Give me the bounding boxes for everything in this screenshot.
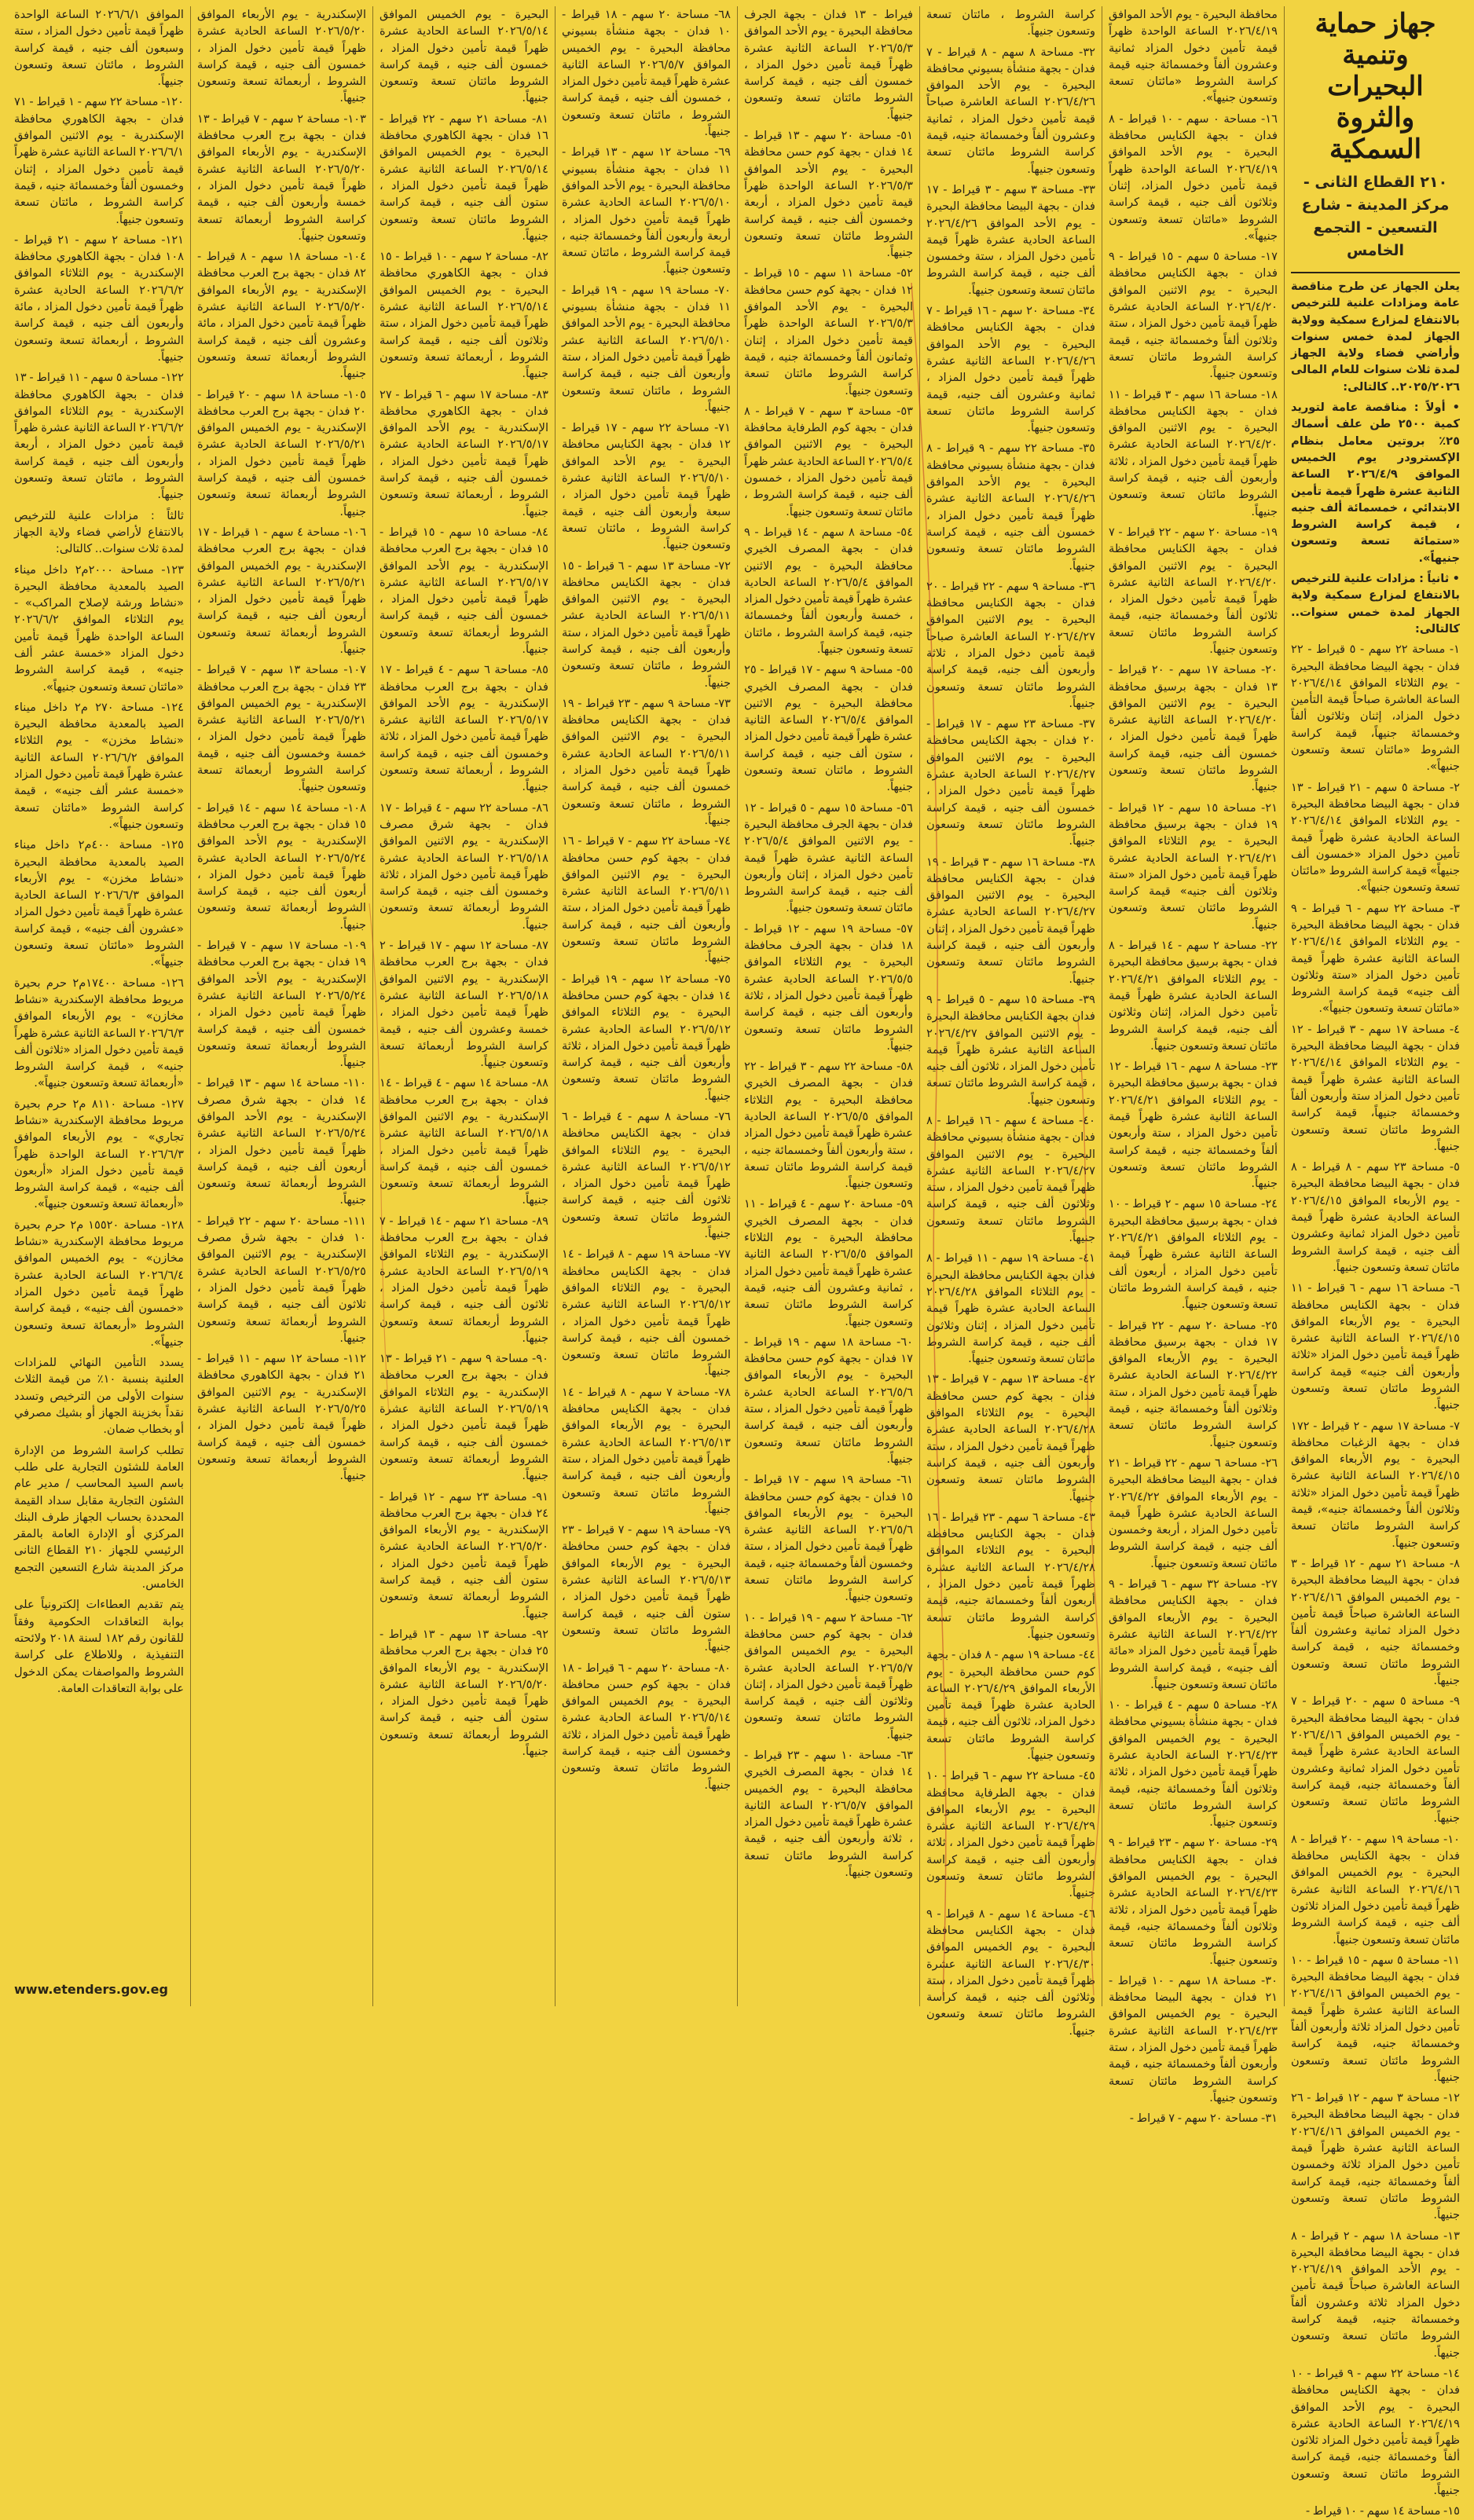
notice-paragraph: ١٠٤- مساحة ١٨ سهم - ٨ قيراط - ٨٢ فدان - بجهة برج العرب محافظة الإسكندرية - يوم الأربعاء الموافق ٢٠٢٦/٥/٢٠ الساعة الثانية عشرة ظهراً قيمة تأمين دخول المزاد ، مائة وعشرون ألف جنيه ، قيمة كراسة الشروط أربعمائة تسعة وتسعون جنيهاً. bbox=[197, 250, 366, 381]
notice-paragraph: ١١١- مساحة ٢٠ سهم - ٢٢ قيراط - ١٠ فدان - بجهة شرق مصرف الإسكندرية - يوم الاثنين الموافق ٢٠٢٦/٥/٢٥ الساعة الحادية عشرة ظهراً قيمة تأمين دخول المزاد ، ثلاثون ألف جنيه ، قيمة كراسة الشروط أربعمائة تسعة وتسعون جنيهاً. bbox=[197, 1214, 366, 1345]
notice-paragraph: ٥٤- مساحة ٨ سهم - ١٤ قيراط - ٩ فدان - بجهة المصرف الخيري محافظة البحيرة - يوم الاثنين الموافق ٢٠٢٦/٥/٤ الساعة الحادية عشرة ظهراً قيمة تأمين دخول المزاد ، خمسة وأربعون ألفاً وخمسمائة جنيه، قيمة كراسة الشروط ، مائتان تسعة وتسعون جنيهاً. bbox=[744, 525, 913, 656]
notice-paragraph: ٤٤- مساحة ١٩ سهم - ٨ فدان - بجهة كوم حسن محافظة البحيرة - يوم الأربعاء الموافق ٢٠٢٦/٤/٢٩ الساعة الحادية عشرة ظهراً قيمة تأمين دخول المزاد، ثلاثون ألف جنيه ، قيمة كراسة الشروط مائتان تسعة وتسعون جنيهاً. bbox=[926, 1648, 1095, 1762]
notice-paragraph: ٥٣- مساحة ٣ سهم - ٧ قيراط - ٨ فدان - بجهة كوم الطرفاية محافظة البحيرة - يوم الاثنين الموافق ٢٠٢٦/٥/٤ الساعة الحادية عشر ظهراً قيمة تأمين دخول المزاد ، خمسون ألف جنيه ، قيمة كراسة الشروط ، مائتان تسعة وتسعون جنيهاً. bbox=[744, 404, 913, 518]
notice-paragraph: ٧٤- مساحة ٢٢ سهم - ٧ قيراط - ١٦ فدان - بجهة كوم حسن محافظة البحيرة - يوم الاثنين الموافق ٢٠٢٦/٥/١١ الساعة الثانية عشرة ظهراً قيمة تأمين دخول المزاد ، ستة وأربعون ألف جنيه ، قيمة كراسة الشروط مائتان تسعة وتسعون جنيهاً. bbox=[562, 834, 731, 965]
notice-paragraph: ١٠٩- مساحة ١٧ سهم - ٧ قيراط - ١٩ فدان - بجهة برج العرب محافظة الإسكندرية - يوم الأحد الموافق ٢٠٢٦/٥/٢٤ الساعة الثانية عشرة ظهراً قيمة تأمين دخول المزاد ، خمسون ألف جنيه ، قيمة كراسة الشروط أربعمائة تسعة وتسعون جنيهاً. bbox=[197, 939, 366, 1070]
notice-paragraph: ١٥- مساحة ١٤ سهم - ١٠ قيراط - bbox=[1305, 2504, 1460, 2518]
notice-paragraph: ١٢٦- مساحة ١٧٤٠٠م٢ حرم بحيرة مريوط محافظة الإسكندرية «نشاط مخازن» - يوم الأربعاء الموافق ٢٠٢٦/٦/٣ الساعة الثانية عشرة ظهراً قيمة تأمين دخول المزاد «ثلاثون ألف جنيه» ، قيمة كراسة الشروط «أربعمائة تسعة وتسعون جنيهاً». bbox=[14, 976, 184, 1090]
column-8 bbox=[8, 6, 190, 2006]
notice-paragraph: ٣٥- مساحة ٢٢ سهم - ٩ قيراط - ٨ فدان - بجهة منشأة بسيوني محافظة البحيرة - يوم الأحد الموافق ٢٠٢٦/٤/٢٦ الساعة الثانية عشرة ظهراً قيمة تأمين دخول المزاد ، خمسون ألف جنيه ، قيمة كراسة الشروط مائتان تسعة وتسعون جنيهاً. bbox=[926, 441, 1095, 573]
notice-paragraph: ٧٦- مساحة ٨ سهم - ٤ قيراط - ٦ فدان - بجهة الكنايس محافظة البحيرة - يوم الثلاثاء الموافق ٢٠٢٦/٥/١٢ الساعة الثانية عشرة ظهراً قيمة تأمين دخول المزاد ، ثلاثون ألف جنيه ، قيمة كراسة الشروط مائتان تسعة وتسعون جنيهاً. bbox=[562, 1110, 731, 1241]
column-body bbox=[562, 6, 731, 1793]
notice-header bbox=[1291, 8, 1460, 273]
notice-paragraph: ٦٣- مساحة ١٠ سهم - ٢٣ قيراط - ١٤ فدان - بجهة المصرف الخيري محافظة البحيرة - يوم الخميس الموافق ٢٠٢٦/٥/٧ الساعة الثانية عشرة ظهراً قيمة تأمين دخول المزاد ، ثلاثة وأربعون ألف جنيه ، قيمة كراسة الشروط مائتان تسعة وتسعون جنيهاً. bbox=[744, 1748, 914, 1880]
notice-paragraph: ٨٠- مساحة ٢٠ سهم - ٦ قيراط - ١٨ فدان - بجهة كوم حسن محافظة البحيرة - يوم الخميس الموافق ٢٠٢٦/٥/١٤ الساعة الحادية عشرة ظهراً قيمة تأمين دخول المزاد ، ثلاثة وخمسون ألف جنيه ، قيمة كراسة الشروط مائتان تسعة وتسعون جنيهاً. bbox=[562, 1661, 731, 1792]
notice-paragraph: ٦٠- مساحة ١٨ سهم - ١٩ قيراط - ١٧ فدان - بجهة كوم حسن محافظة البحيرة - يوم الأربعاء الموافق ٢٠٢٦/٥/٦ الساعة الحادية عشرة ظهراً قيمة تأمين دخول المزاد ، ستة وأربعون ألف جنيه ، قيمة كراسة الشروط مائتان تسعة وتسعون جنيهاً. bbox=[744, 1335, 913, 1466]
column-body bbox=[1291, 278, 1460, 2520]
notice-paragraph: ١٩- مساحة ٢٠ سهم - ٢٢ قيراط - ٧ فدان - بجهة الكنايس محافظة البحيرة - يوم الاثنين الموافق ٢٠٢٦/٤/٢٠ الساعة الثانية عشرة ظهراً قيمة تأمين دخول المزاد ، ثلاثون ألفاً وخمسمائة جنيه، قيمة كراسة الشروط مائتان تسعة وتسعون جنيهاً. bbox=[1109, 525, 1278, 656]
column-3 bbox=[919, 6, 1102, 2038]
authority-title: جهاز حماية وتنمية البحيرات والثروة السمكية bbox=[1314, 8, 1436, 165]
notice-paragraph: تطلب كراسة الشروط من الإدارة العامة للشئون التجارية على طلب باسم السيد المحاسب / مدير عام الشئون التجارية مقابل سداد القيمة المحددة بحساب الجهاز طرف البنك المركزي أو الإدارة العامة بالمقر الرئيسي للجهاز ٢١٠ القطاع الثانى مركز المدينة شارع التسعين التجمع الخامس. bbox=[14, 1443, 184, 1591]
notice-paragraph: ١٤- مساحة ٢٢ سهم - ٩ قيراط - ١٠ فدان - بجهة الكنايس محافظة البحيرة - يوم الأحد الموافق ٢٠٢٦/٤/١٩ الساعة الحادية عشرة ظهراً قيمة تأمين دخول المزاد ثلاثون ألفاً وخمسمائة جنيه، قيمة كراسة الشروط مائتان تسعة وتسعون جنيهاً. bbox=[1291, 2366, 1460, 2497]
notice-paragraph: ٢٨- مساحة ٥ سهم - ٤ قيراط - ١٠ فدان - بجهة منشأة بسيوني محافظة البحيرة - يوم الخميس الموافق ٢٠٢٦/٤/٢٣ الساعة الحادية عشرة ظهراً قيمة تأمين دخول المزاد ، ثلاثة وثلاثون ألفاً وخمسمائة جنيه، قيمة كراسة الشروط مائتان تسعة وتسعون جنيهاً. bbox=[1109, 1698, 1278, 1830]
notice-paragraph: ٣٩- مساحة ١٥ سهم - ٥ قيراط - ٩ فدان بجهة الكنايس محافظة البحيرة - يوم الاثنين الموافق ٢٠٢٦/٤/٢٧ الساعة الثانية عشرة ظهراً قيمة تأمين دخول المزاد ، ثلاثون ألف جنيه ، قيمة كراسة الشروط مائتان تسعة وتسعون جنيهاً. bbox=[926, 992, 1095, 1107]
notice-paragraph: ٧٨- مساحة ٧ سهم - ٨ قيراط - ١٤ فدان - بجهة الكنايس محافظة البحيرة - يوم الأربعاء الموافق ٢٠٢٦/٥/١٣ الساعة الحادية عشرة ظهراً قيمة تأمين دخول المزاد ، ستة وأربعون ألف جنيه ، قيمة كراسة الشروط مائتان تسعة وتسعون جنيهاً. bbox=[562, 1385, 731, 1516]
notice-paragraph: ٢٤- مساحة ١٥ سهم - ٢ قيراط - ١٠ فدان - بجهة برسيق محافظة البحيرة - يوم الثلاثاء الموافق ٢٠٢٦/٤/٢١ الساعة الثانية عشرة ظهراً قيمة تأمين دخول المزاد ، أربعون ألف جنيه ، قيمة كراسة الشروط مائتان تسعة وتسعون جنيهاً. bbox=[1109, 1197, 1278, 1312]
notice-paragraph: ٨١- مساحة ٢١ سهم - ٢٢ قيراط - ١٦ فدان - بجهة الكاهوري محافظة البحيرة - يوم الخميس الموافق ٢٠٢٦/٥/١٤ الساعة الثانية عشرة ظهراً قيمة تأمين دخول المزاد ، ستون ألف جنيه ، قيمة كراسة الشروط مائتان تسعة وتسعون جنيهاً. bbox=[380, 112, 548, 243]
notice-paragraph: ١٠- مساحة ١٩ سهم - ٢٠ قيراط - ٨ فدان - بجهة الكنايس محافظة البحيرة - يوم الخميس الموافق ٢٠٢٦/٤/١٦ الساعة الثانية عشرة ظهراً قيمة تأمين دخول المزاد ثلاثون ألف جنيه ، قيمة كراسة الشروط مائتان تسعة وتسعون جنيهاً. bbox=[1291, 1832, 1460, 1947]
notice-paragraph: ٤٣- مساحة ٦ سهم - ٢٣ قيراط - ١٦ فدان - بجهة الكنايس محافظة البحيرة - يوم الثلاثاء الموافق ٢٠٢٦/٤/٢٨ الساعة الثانية عشرة ظهراً قيمة تأمين دخول المزاد ، أربعون ألفاً وخمسمائة جنيه، قيمة كراسة الشروط مائتان تسعة وتسعون جنيهاً. bbox=[926, 1510, 1095, 1641]
notice-paragraph: ٧٣- مساحة ٩ سهم - ٢٣ قيراط - ١٩ فدان - بجهة الكنايس محافظة البحيرة - يوم الاثنين الموافق ٢٠٢٦/٥/١١ الساعة الحادية عشرة ظهراً قيمة تأمين دخول المزاد ، خمسون ألف جنيه ، قيمة كراسة الشروط ، مائتان تسعة وتسعون جنيهاً. bbox=[562, 696, 731, 827]
notice-paragraph: ٥٩- مساحة ٢٠ سهم - ٤ قيراط - ١١ فدان - بجهة المصرف الخيري محافظة البحيرة - يوم الثلاثاء الموافق ٢٠٢٦/٥/٥ الساعة الثانية عشرة ظهراً قيمة تأمين دخول المزاد ، ثمانية وعشرون ألف جنيه، قيمة كراسة الشروط مائتان تسعة وتسعون جنيهاً. bbox=[744, 1197, 914, 1328]
column-5 bbox=[555, 6, 737, 2006]
notice-paragraph: ١٠٣- مساحة ٢ سهم - ٧ قيراط - ١٣ فدان - بجهة برج العرب محافظة الإسكندرية - يوم الأربعاء الموافق ٢٠٢٦/٥/٢٠ الساعة الثانية عشرة ظهراً قيمة تأمين دخول المزاد ، خمسة وأربعون ألف جنيه ، قيمة كراسة الشروط أربعمائة تسعة وتسعون جنيهاً. bbox=[197, 112, 366, 243]
notice-paragraph: ١١- مساحة ٥ سهم - ١٥ قيراط - ١٠ فدان - بجهة البيضا محافظة البحيرة - يوم الخميس الموافق ٢٠٢٦/٤/١٦ الساعة الثانية عشرة ظهراً قيمة تأمين دخول المزاد ثلاثة وأربعون ألفاً وخمسمائة جنيه، قيمة كراسة الشروط مائتان تسعة وتسعون جنيهاً. bbox=[1291, 1953, 1460, 2084]
column-body bbox=[380, 6, 548, 1760]
notice-paragraph: ٢٠- مساحة ١٧ سهم - ٢٠ قيراط - ١٣ فدان - بجهة برسيق محافظة البحيرة - يوم الاثنين الموافق ٢٠٢٦/٤/٢٠ الساعة الثانية عشرة ظهراً قيمة تأمين دخول المزاد ، خمسون ألف جنيه، قيمة كراسة الشروط مائتان تسعة وتسعون جنيهاً. bbox=[1109, 663, 1278, 794]
notice-paragraph: ٨٩- مساحة ٢١ سهم - ١٤ قيراط - ٧ فدان - بجهة برج العرب محافظة الإسكندرية - يوم الثلاثاء الموافق ٢٠٢٦/٥/١٩ الساعة الحادية عشرة ظهراً قيمة تأمين دخول المزاد ، ثلاثون ألف جنيه ، قيمة كراسة الشروط أربعمائة تسعة وتسعون جنيهاً. bbox=[380, 1214, 548, 1345]
notice-paragraph: ٧- مساحة ١٧ سهم - ٢ قيراط - ١٧٢ فدان - بجهة الزغبات محافظة البحيرة - يوم الأربعاء الموافق ٢٠٢٦/٤/١٥ الساعة الثانية عشرة ظهراً قيمة تأمين دخول المزاد «ثلاثة وثلاثون ألفاً وخمسمائة جنيه»، قيمة كراسة الشروط مائتان تسعة وتسعون جنيهاً. bbox=[1291, 1419, 1460, 1550]
notice-paragraph: ٢١- مساحة ١٥ سهم - ١٢ قيراط - ١٩ فدان - بجهة برسيق محافظة البحيرة - يوم الثلاثاء الموافق ٢٠٢٦/٤/٢١ الساعة الحادية عشرة ظهراً قيمة تأمين دخول المزاد «ستة وثلاثون ألف جنيه» قيمة كراسة الشروط مائتان تسعة وتسعون جنيهاً. bbox=[1109, 800, 1278, 932]
notice-paragraph: ١٣- مساحة ١٨ سهم - ٢ قيراط - ٨ فدان - بجهة البيضا محافظة البحيرة - يوم الأحد الموافق ٢٠٢٦/٤/١٩ الساعة العاشرة صباحاً قيمة تأمين دخول المزاد ثلاثة وعشرون ألفاً وخمسمائة جنيه، قيمة كراسة الشروط مائتان تسعة وتسعون جنيهاً. bbox=[1291, 2229, 1460, 2360]
notice-paragraph: ٤٠- مساحة ٤ سهم - ١٦ قيراط - ٨ فدان - بجهة منشأة بسيوني محافظة البحيرة - يوم الاثنين الموافق ٢٠٢٦/٤/٢٧ الساعة الثانية عشرة ظهراً قيمة تأمين دخول المزاد ، ستة وثلاثون ألف جنيه ، قيمة كراسة الشروط مائتان تسعة وتسعون جنيهاً. bbox=[926, 1114, 1095, 1245]
notice-paragraph: الإسكندرية - يوم الأربعاء الموافق ٢٠٢٦/٥/٢٠ الساعة الحادية عشرة ظهراً قيمة تأمين دخول المزاد ، خمسون ألف جنيه ، قيمة كراسة الشروط ، أربعمائة تسعة وتسعون جنيهاً. bbox=[197, 8, 366, 105]
notice-paragraph: ٩٢- مساحة ١٣ سهم - ١٣ قيراط - ٢٥ فدان - بجهة برج العرب محافظة الإسكندرية - يوم الأربعاء الموافق ٢٠٢٦/٥/٢٠ الساعة الثانية عشرة ظهراً قيمة تأمين دخول المزاد ، ستون ألف جنيه ، قيمة كراسة الشروط أربعمائة تسعة وتسعون جنيهاً. bbox=[380, 1627, 548, 1758]
notice-paragraph: ٨- مساحة ٢١ سهم - ١٢ قيراط - ٣ فدان - بجهة البيضا محافظة البحيرة - يوم الخميس الموافق ٢٠٢٦/٤/١٦ الساعة العاشرة صباحاً قيمة تأمين دخول المزاد ثمانية وعشرون ألفاً وخمسمائة جنيه ، قيمة كراسة الشروط مائتان تسعة وتسعون جنيهاً. bbox=[1291, 1556, 1460, 1688]
notice-paragraph: ٣٢- مساحة ٨ سهم - ٨ قيراط - ٧ فدان - بجهة منشأة بسيوني محافظة البحيرة - يوم الأحد الموافق ٢٠٢٦/٤/٢٦ الساعة العاشرة صباحاً قيمة تأمين دخول المزاد ، ثمانية وعشرون ألفاً وخمسمائة جنيه، قيمة كراسة الشروط مائتان تسعة وتسعون جنيهاً. bbox=[926, 45, 1095, 176]
notice-paragraph: ٢- مساحة ٥ سهم - ٢١ قيراط - ١٣ فدان - بجهة البيضا محافظة البحيرة - يوم الثلاثاء الموافق ٢٠٢٦/٤/١٤ الساعة الحادية عشرة ظهراً قيمة تأمين دخول المزاد «خمسون ألف جنيهاً» قيمة كراسة الشروط «مائتان تسعة وتسعون جنيهاً». bbox=[1291, 780, 1460, 895]
notice-paragraph: يتم تقديم العطاءات إلكترونياً على بوابة التعاقدات الحكومية وفقاً للقانون رقم ١٨٢ لسنة ٢٠١٨ ولائحته التنفيذية ، وللاطلاع على كراسة الشروط والمواصفات يمكن الدخول على بوابة التعاقدات العامة. bbox=[14, 1598, 184, 1695]
notice-paragraph: ١١٢- مساحة ١٢ سهم - ١١ قيراط - ٢١ فدان - بجهة الكاهوري محافظة الإسكندرية - يوم الاثنين الموافق ٢٠٢٦/٥/٢٥ الساعة الثانية عشرة ظهراً قيمة تأمين دخول المزاد ، خمسون ألف جنيه ، قيمة كراسة الشروط أربعمائة تسعة وتسعون جنيهاً. bbox=[197, 1352, 366, 1483]
notice-paragraph: ٣٧- مساحة ٢٣ سهم - ١٧ قيراط - ٢٠ فدان - بجهة الكنايس محافظة البحيرة - يوم الاثنين الموافق ٢٠٢٦/٤/٢٧ الساعة الحادية عشرة ظهراً قيمة تأمين دخول المزاد ، خمسون ألف جنيه ، قيمة كراسة الشروط مائتان تسعة وتسعون جنيهاً. bbox=[926, 717, 1095, 848]
notice-paragraph: ٣٦- مساحة ٩ سهم - ٢٢ قيراط - ٢٠ فدان - بجهة الكنايس محافظة البحيرة - يوم الاثنين الموافق ٢٠٢٦/٤/٢٧ الساعة العاشرة صباحاً قيمة تأمين دخول المزاد ، ثلاثة وأربعون ألف جنيه، قيمة كراسة الشروط مائتان تسعة وتسعون جنيهاً. bbox=[926, 579, 1095, 710]
notice-paragraph: محافظة البحيرة - يوم الأحد الموافق ٢٠٢٦/٤/١٩ الساعة الواحدة ظهراً قيمة تأمين دخول المزاد ثمانية وعشرون ألفاً وخمسمائة جنيه قيمة كراسة الشروط «مائتان تسعة وتسعون جنيهاً». bbox=[1109, 8, 1278, 105]
column-2 bbox=[1102, 6, 1284, 2126]
notice-paragraph: ٣٠- مساحة ١٨ سهم - ١٠ قيراط - ٢١ فدان - بجهة البيضا محافظة البحيرة - يوم الخميس الموافق ٢٠٢٦/٤/٢٣ الساعة الثانية عشرة ظهراً قيمة تأمين دخول المزاد ، ستة وأربعون ألفاً وخمسمائة جنيه ، قيمة كراسة الشروط مائتان تسعة وتسعون جنيهاً. bbox=[1109, 1973, 1278, 2104]
notice-paragraph: ٣٨- مساحة ١٦ سهم - ٣ قيراط - ١٩ فدان - بجهة الكنايس محافظة البحيرة - يوم الاثنين الموافق ٢٠٢٦/٤/٢٧ الساعة الحادية عشرة ظهراً قيمة تأمين دخول المزاد ، إثنان وأربعون ألف جنيه ، قيمة كراسة الشروط مائتان تسعة وتسعون جنيهاً. bbox=[926, 855, 1095, 986]
notice-paragraph: ١٢- مساحة ٣ سهم - ١٢ قيراط - ٢٦ فدان - بجهة البيضا محافظة البحيرة - يوم الخميس الموافق ٢٠٢٦/٤/١٦ الساعة الثانية عشرة ظهراً قيمة تأمين دخول المزاد ثلاثة وخمسون ألفاً وخمسمائة جنيه، قيمة كراسة الشروط مائتان تسعة وتسعون جنيهاً. bbox=[1291, 2091, 1460, 2222]
notice-paragraph: ١١٠- مساحة ١٤ سهم - ١٣ قيراط - ١٤ فدان - بجهة شرق مصرف الإسكندرية - يوم الأحد الموافق ٢٠٢٦/٥/٢٤ الساعة الثانية عشرة ظهراً قيمة تأمين دخول المزاد ، أربعون ألف جنيه ، قيمة كراسة الشروط أربعمائة تسعة وتسعون جنيهاً. bbox=[197, 1076, 366, 1207]
notice-paragraph: ٦٢- مساحة ٢ سهم - ١٩ قيراط - ١٠ فدان - بجهة كوم حسن محافظة البحيرة - يوم الخميس الموافق ٢٠٢٦/٥/٧ الساعة الحادية عشرة ظهراً قيمة تأمين دخول المزاد ، إثنان وثلاثون ألف جنيه ، قيمة كراسة الشروط مائتان تسعة وتسعون جنيهاً. bbox=[744, 1610, 913, 1742]
notice-paragraph: ١٢٣- مساحة ٢٠٠٠م٢ داخل ميناء الصيد بالمعدية محافظة البحيرة «نشاط ورشة لإصلاح المراكب» - يوم الثلاثاء الموافق ٢٠٢٦/٦/٢ الساعة الواحدة ظهراً قيمة تأمين دخول المزاد «خمسة عشر ألف جنيه» ، قيمة كراسة الشروط «مائتان تسعة وتسعون جنيهاً». bbox=[14, 562, 184, 694]
notice-paragraph: ٤٦- مساحة ١٤ سهم - ٨ قيراط - ٩ فدان - بجهة الكنايس محافظة البحيرة - يوم الخميس الموافق ٢٠٢٦/٤/٣٠ الساعة الثانية عشرة ظهراً قيمة تأمين دخول المزاد ، ستة وثلاثون ألف جنيه ، قيمة كراسة الشروط مائتان تسعة وتسعون جنيهاً. bbox=[926, 1906, 1095, 2038]
notice-paragraph: ٢٣- مساحة ٨ سهم - ١٦ قيراط - ١٢ فدان - بجهة برسيق محافظة البحيرة - يوم الثلاثاء الموافق ٢٠٢٦/٤/٢١ الساعة الثانية عشرة ظهراً قيمة تأمين دخول المزاد ، ستة وأربعون ألفاً وخمسمائة جنيه ، قيمة كراسة الشروط مائتان تسعة وتسعون جنيهاً. bbox=[1109, 1060, 1278, 1191]
notice-paragraph: ٦٩- مساحة ١٢ سهم - ١٣ قيراط - ١١ فدان - بجهة منشأة بسيوني محافظة البحيرة - يوم الأحد الموافق ٢٠٢٦/٥/١٠ الساعة الحادية عشرة ظهراً قيمة تأمين دخول المزاد ، أربعة وأربعون ألفاً وخمسمائة جنيه ، قيمة كراسة الشروط ، مائتان تسعة وتسعون جنيهاً. bbox=[562, 145, 731, 277]
notice-paragraph: ١- مساحة ٢٢ سهم - ٥ قيراط - ٢٢ فدان - بجهة البيضا محافظة البحيرة - يوم الثلاثاء الموافق ٢٠٢٦/٤/١٤ الساعة العاشرة صباحاً قيمة التأمين دخول المزاد، إثنان وثلاثون ألفاً وخمسمائة جنيهاً، قيمة كراسة الشروط «مائتان تسعة وتسعون جنيهاً». bbox=[1291, 643, 1460, 774]
notice-paragraph: ثالثاً : مزادات علنية للترخيص بالانتفاع لأراضي فضاء ولاية الجهاز لمدة ثلاث سنوات.. كالتالى: bbox=[14, 508, 184, 556]
notice-paragraph: ٧١- مساحة ٢٢ سهم - ١٧ قيراط - ١٢ فدان - بجهة الكنايس محافظة البحيرة - يوم الأحد الموافق ٢٠٢٦/٥/١٠ الساعة الثانية عشرة ظهراً قيمة تأمين دخول المزاد ، سبعة وأربعون ألف جنيه ، قيمة كراسة الشروط ، مائتان تسعة وتسعون جنيهاً. bbox=[562, 421, 731, 552]
notice-paragraph: ١٢٠- مساحة ٢٢ سهم - ١ قيراط - ٧١ فدان - بجهة الكاهوري محافظة الإسكندرية - يوم الاثنين الموافق ٢٠٢٦/٦/١ الساعة الثانية عشرة ظهراً قيمة تأمين دخول المزاد ، إثنان وخمسون ألفاً وخمسمائة جنيه ، قيمة كراسة الشروط ، مائتان تسعة وتسعون جنيهاً. bbox=[14, 95, 184, 226]
column-7 bbox=[190, 6, 372, 2006]
notice-paragraph: ٢٩- مساحة ٢٠ سهم - ٢٣ قيراط - ٩ فدان - بجهة الكنايس محافظة البحيرة - يوم الخميس الموافق ٢٠٢٦/٤/٢٣ الساعة الحادية عشرة ظهراً قيمة تأمين دخول المزاد ، ثلاثة وثلاثون ألفاً وخمسمائة جنيه، قيمة كراسة الشروط مائتان تسعة وتسعون جنيهاً. bbox=[1109, 1836, 1278, 1967]
notice-paragraph: ١٨- مساحة ١٦ سهم - ٣ قيراط - ١١ فدان - بجهة الكنايس محافظة البحيرة - يوم الاثنين الموافق ٢٠٢٦/٤/٢٠ الساعة الحادية عشرة ظهراً قيمة تأمين دخول المزاد ، ثلاثة وأربعون ألف جنيه ، قيمة كراسة الشروط مائتان تسعة وتسعون جنيهاً. bbox=[1109, 387, 1278, 518]
notice-paragraph: ١٢٥- مساحة ٤٠٠م٢ داخل ميناء الصيد بالمعدية محافظة البحيرة «نشاط مخزن» - يوم الأربعاء الموافق ٢٠٢٦/٦/٣ الساعة الحادية عشرة ظهراً قيمة تأمين دخول المزاد «عشرون ألف جنيه» ، قيمة كراسة الشروط «مائتان تسعة وتسعون جنيهاً». bbox=[14, 838, 184, 969]
notice-paragraph: ٧٩- مساحة ١٩ سهم - ٧ قيراط - ٢٣ فدان - بجهة كوم حسن محافظة البحيرة - يوم الأربعاء الموافق ٢٠٢٦/٥/١٣ الساعة الثانية عشرة ظهراً قيمة تأمين دخول المزاد ، ستون ألف جنيه ، قيمة كراسة الشروط مائتان تسعة وتسعون جنيهاً. bbox=[562, 1523, 731, 1654]
notice-paragraph: ٢٥- مساحة ٢٠ سهم - ٢٢ قيراط - ١٧ فدان - بجهة برسيق محافظة البحيرة - يوم الأربعاء الموافق ٢٠٢٦/٤/٢٢ الساعة الحادية عشرة ظهراً قيمة تأمين دخول المزاد ، ستة وثلاثون ألفاً وخمسمائة جنيه ، قيمة كراسة الشروط مائتان تسعة وتسعون جنيهاً. bbox=[1109, 1318, 1278, 1449]
notice-paragraph: ٩- مساحة ٥ سهم - ٢٠ قيراط - ٧ فدان - بجهة البيضا محافظة البحيرة - يوم الخميس الموافق ٢٠٢٦/٤/١٦ الساعة الحادية عشرة ظهراً قيمة تأمين دخول المزاد ثمانية وعشرون ألفاً وخمسمائة جنيه، قيمة كراسة الشروط مائتان تسعة وتسعون جنيهاً. bbox=[1291, 1694, 1460, 1826]
notice-paragraph: ١٢٢- مساحة ٥ سهم - ١١ قيراط - ١٣ فدان - بجهة الكاهوري محافظة الإسكندرية - يوم الثلاثاء الموافق ٢٠٢٦/٦/٢ الساعة الثانية عشرة ظهراً قيمة تأمين دخول المزاد ، أربعة وأربعون ألف جنيه ، قيمة كراسة الشروط ، مائتان تسعة وتسعون جنيهاً. bbox=[14, 371, 184, 502]
notice-paragraph: ٣- مساحة ٢٢ سهم - ٦ قيراط - ٩ فدان - بجهة البيضا محافظة البحيرة - يوم الثلاثاء الموافق ٢٠٢٦/٤/١٤ الساعة الثانية عشرة ظهراً قيمة تأمين دخول المزاد «ستة وثلاثون ألف جنيه» قيمة كراسة الشروط «مائتان تسعة وتسعون جنيهاً». bbox=[1291, 901, 1460, 1016]
notice-paragraph: ٥٢- مساحة ١١ سهم - ١٥ قيراط - ١٢ فدان - بجهة كوم حسن محافظة البحيرة - يوم الأحد الموافق ٢٠٢٦/٥/٣ الساعة الواحدة ظهراً قيمة تأمين دخول المزاد ، إثنان وثمانون ألفاً وخمسمائة جنيه ، قيمة كراسة الشروط مائتان تسعة وتسعون جنيهاً. bbox=[744, 266, 913, 397]
notice-paragraph: ١٠٨- مساحة ١٤ سهم - ١٤ قيراط - ١٥ فدان - بجهة برج العرب محافظة الإسكندرية - يوم الأحد الموافق ٢٠٢٦/٥/٢٤ الساعة الحادية عشرة ظهراً قيمة تأمين دخول المزاد ، أربعون ألف جنيه ، قيمة كراسة الشروط أربعمائة تسعة وتسعون جنيهاً. bbox=[197, 800, 366, 932]
notice-paragraph: ٨٣- مساحة ١٧ سهم - ٦ قيراط - ٢٧ فدان - بجهة الكاهوري محافظة الإسكندرية - يوم الأحد الموافق ٢٠٢٦/٥/١٧ الساعة الحادية عشرة ظهراً قيمة تأمين دخول المزاد ، خمسون ألف جنيه ، قيمة كراسة الشروط ، أربعمائة تسعة وتسعون جنيهاً. bbox=[380, 387, 548, 518]
notice-paragraph: ٧٠- مساحة ١٩ سهم - ١٩ قيراط - ١١ فدان - بجهة منشأة بسيوني محافظة البحيرة - يوم الأحد الموافق ٢٠٢٦/٥/١٠ الساعة الثانية عشر ظهراً قيمة تأمين دخول المزاد ، ستة وأربعون ألف جنيه ، قيمة كراسة الشروط ، مائتان تسعة وتسعون جنيهاً. bbox=[562, 283, 731, 414]
notice-paragraph: ٣١- مساحة ٢٠ سهم - ٧ قيراط - bbox=[1129, 2112, 1278, 2126]
notice-paragraph: ١٠٧- مساحة ١٣ سهم - ٧ قيراط - ٢٣ فدان - بجهة برج العرب محافظة الإسكندرية - يوم الخميس الموافق ٢٠٢٦/٥/٢١ الساعة الثانية عشرة ظهراً قيمة تأمين دخول المزاد ، خمسة وخمسون ألف جنيه ، قيمة كراسة الشروط أربعمائة تسعة وتسعون جنيهاً. bbox=[197, 663, 366, 794]
notice-paragraph: ٨٧- مساحة ١٢ سهم - ١٧ قيراط - ٢ فدان - بجهة برج العرب محافظة الإسكندرية - يوم الاثنين الموافق ٢٠٢٦/٥/١٨ الساعة الثانية عشرة ظهراً قيمة تأمين دخول المزاد ، خمسة وعشرون ألف جنيه ، قيمة كراسة الشروط أربعمائة تسعة وتسعون جنيهاً. bbox=[380, 939, 548, 1070]
notice-paragraph: ٢٧- مساحة ٣٢ سهم - ٦ قيراط - ٩ فدان - بجهة الكنايس محافظة البحيرة - يوم الأربعاء الموافق ٢٠٢٦/٤/٢٢ الساعة الثانية عشرة ظهراً قيمة تأمين دخول المزاد «مائة ألف جنيه» ، قيمة كراسة الشروط مائتان تسعة وتسعون جنيهاً. bbox=[1109, 1577, 1278, 1691]
notice-paragraph: ٦٨- مساحة ٢٠ سهم - ١٨ قيراط - ١٠ فدان - بجهة منشأة بسيوني محافظة البحيرة - يوم الخميس الموافق ٢٠٢٦/٥/٧ الساعة الثانية عشرة ظهراً قيمة تأمين دخول المزاد ، خمسون ألف جنيه ، قيمة كراسة الشروط ، مائتان تسعة وتسعون جنيهاً. bbox=[562, 8, 732, 139]
notice-paragraph: ٨٦- مساحة ٢٢ سهم - ٤ قيراط - ١٧ فدان - بجهة شرق مصرف الإسكندرية - يوم الاثنين الموافق ٢٠٢٦/٥/١٨ الساعة الحادية عشرة ظهراً قيمة تأمين دخول المزاد ، ثلاثة وخمسون ألف جنيه ، قيمة كراسة الشروط أربعمائة تسعة وتسعون جنيهاً. bbox=[380, 800, 548, 932]
notice-paragraph: الموافق ٢٠٢٦/٦/١ الساعة الواحدة ظهراً قيمة تأمين دخول المزاد ، ستة وسبعون ألف جنيه ، قيمة كراسة الشروط ، مائتان تسعة وتسعون جنيهاً. bbox=[14, 8, 184, 89]
notice-paragraph: ١٦- مساحة ٠ سهم - ١٠ قيراط - ٨ فدان - بجهة الكنايس محافظة البحيرة - يوم الأحد الموافق ٢٠٢٦/٤/١٩ الساعة الواحدة ظهراً قيمة تأمين دخول المزاد، إثنان وثلاثون ألف جنيه ، قيمة كراسة الشروط «مائتان تسعة وتسعون جنيهاً». bbox=[1109, 112, 1278, 243]
notice-paragraph: ٨٢- مساحة ٢ سهم - ١٠ قيراط - ١٥ فدان - بجهة الكاهوري محافظة البحيرة - يوم الخميس الموافق ٢٠٢٦/٥/١٤ الساعة الثانية عشرة ظهراً قيمة تأمين دخول المزاد ، ستة وثلاثون ألف جنيه ، قيمة كراسة الشروط ، أربعمائة تسعة وتسعون جنيهاً. bbox=[380, 250, 548, 381]
notice-paragraph: ٦١- مساحة ١٩ سهم - ١٧ قيراط - ١٥ فدان - بجهة كوم حسن محافظة البحيرة - يوم الأربعاء الموافق ٢٠٢٦/٥/٦ الساعة الثانية عشرة ظهراً قيمة تأمين دخول المزاد ، ستة وخمسون ألفاً وخمسمائة جنيه ، قيمة كراسة الشروط مائتان تسعة وتسعون جنيهاً. bbox=[744, 1473, 913, 1604]
notice-paragraph: ٤- مساحة ١٧ سهم - ٣ قيراط - ١٢ فدان - بجهة البيضا محافظة البحيرة - يوم الثلاثاء الموافق ٢٠٢٦/٤/١٤ الساعة الثانية عشرة ظهراً قيمة تأمين دخول المزاد ستة وأربعون ألفاً وخمسمائة جنيهاً، قيمة كراسة الشروط مائتان تسعة وتسعون جنيهاً. bbox=[1291, 1022, 1460, 1153]
notice-paragraph: ٧٢- مساحة ١٣ سهم - ٦ قيراط - ١٥ فدان - بجهة الكنايس محافظة البحيرة - يوم الاثنين الموافق ٢٠٢٦/٥/١١ الساعة الحادية عشر ظهراً قيمة تأمين دخول المزاد ، ستة وأربعون ألف جنيه ، قيمة كراسة الشروط ، مائتان تسعة وتسعون جنيهاً. bbox=[562, 559, 731, 690]
notice-paragraph: ٢٦- مساحة ٦ سهم - ٢٢ قيراط - ٢١ فدان - بجهة البيضا محافظة البحيرة - يوم الأربعاء الموافق ٢٠٢٦/٤/٢٢ الساعة الحادية عشرة ظهراً قيمة تأمين دخول المزاد ، أربعة وخمسون ألف جنيه ، قيمة كراسة الشروط مائتان تسعة وتسعون جنيهاً. bbox=[1109, 1456, 1278, 1570]
column-body bbox=[1109, 6, 1278, 2127]
notice-paragraph: ٥٨- مساحة ٢٢ سهم - ٣ قيراط - ٢٢ فدان - بجهة المصرف الخيري محافظة البحيرة - يوم الثلاثاء الموافق ٢٠٢٦/٥/٥ الساعة الحادية عشرة ظهراً قيمة تأمين دخول المزاد ، ستة وأربعون ألفاً وخمسمائة جنيه ، قيمة كراسة الشروط مائتان تسعة وتسعون جنيهاً. bbox=[744, 1060, 913, 1191]
notice-paragraph: ٥١- مساحة ٢٠ سهم - ١٣ قيراط - ١٤ فدان - بجهة كوم حسن محافظة البحيرة - يوم الأحد الموافق ٢٠٢٦/٥/٣ الساعة الواحدة ظهراً قيمة تأمين دخول المزاد ، أربعة وخمسون ألف جنيه ، قيمة كراسة الشروط مائتان تسعة وتسعون جنيهاً. bbox=[744, 129, 913, 260]
column-1 bbox=[1284, 6, 1466, 2518]
notice-paragraph: ١٧- مساحة ٥ سهم - ١٥ قيراط - ٩ فدان - بجهة الكنايس محافظة البحيرة - يوم الاثنين الموافق ٢٠٢٦/٤/٢٠ الساعة الحادية عشرة ظهراً قيمة تأمين دخول المزاد ، ستة وثلاثون ألفاً وخمسمائة جنيه ، قيمة كراسة الشروط مائتان تسعة وتسعون جنيهاً. bbox=[1109, 250, 1278, 381]
notice-paragraph: ١٢٤- مساحة ٢٧٠ م٢ داخل ميناء الصيد بالمعدية محافظة البحيرة «نشاط مخزن» - يوم الثلاثاء الموافق ٢٠٢٦/٦/٢ الساعة الثانية عشرة ظهراً قيمة تأمين دخول المزاد «خمسة عشر ألف جنيه» ، قيمة كراسة الشروط «مائتان تسعة وتسعون جنيهاً». bbox=[14, 700, 184, 831]
notice-paragraph: ٣٤- مساحة ٢٠ سهم - ١٦ قيراط - ٧ فدان - بجهة الكنايس محافظة البحيرة - يوم الأحد الموافق ٢٠٢٦/٤/٢٦ الساعة الثانية عشرة ظهراً قيمة تأمين دخول المزاد ، ثمانية وعشرون ألف جنيه، قيمة كراسة الشروط مائتان تسعة وتسعون جنيهاً. bbox=[926, 304, 1095, 435]
authority-address: ٢١٠ القطاع الثانى - مركز المدينة - شارع التسعين - التجمع الخامس bbox=[1301, 174, 1450, 259]
notice-paragraph: ٥- مساحة ٢٣ سهم - ٨ قيراط - ٨ فدان - بجهة البيضا محافظة البحيرة - يوم الأربعاء الموافق ٢٠٢٦/٤/١٥ الساعة الحادية عشرة ظهراً قيمة تأمين دخول المزاد ثمانية وعشرون ألف جنيه ، قيمة كراسة الشروط مائتان تسعة وتسعون جنيهاً. bbox=[1291, 1160, 1460, 1274]
column-body bbox=[197, 6, 366, 1485]
notice-paragraph: ٤٢- مساحة ١٣ سهم - ٧ قيراط - ١٣ فدان - بجهة كوم حسن محافظة البحيرة - يوم الثلاثاء الموافق ٢٠٢٦/٤/٢٨ الساعة الحادية عشرة ظهراً قيمة تأمين دخول المزاد ، ستة وأربعون ألف جنيه ، قيمة كراسة الشروط مائتان تسعة وتسعون جنيهاً. bbox=[926, 1372, 1095, 1504]
notice-paragraph: • ثانياً : مزادات علنية للترخيص بالانتفاع لمزارع سمكية ولاية الجهاز لمدة خمس سنوات.. كالتالى: bbox=[1291, 572, 1460, 635]
column-body bbox=[744, 6, 913, 1881]
notice-paragraph: ١٠٦- مساحة ٤ سهم - ١ قيراط - ١٧ فدان - بجهة برج العرب محافظة الإسكندرية - يوم الخميس الموافق ٢٠٢٦/٥/٢١ الساعة الثانية عشرة ظهراً قيمة تأمين دخول المزاد ، أربعون ألف جنيه ، قيمة كراسة الشروط أربعمائة تسعة وتسعون جنيهاً. bbox=[197, 525, 366, 656]
notice-paragraph: ٨٥- مساحة ٦ سهم - ٤ قيراط - ١٧ فدان - بجهة برج العرب محافظة الإسكندرية - يوم الأحد الموافق ٢٠٢٦/٥/١٧ الساعة الثانية عشرة ظهراً قيمة تأمين دخول المزاد ، ثلاثة وخمسون ألف جنيه ، قيمة كراسة الشروط ، أربعمائة تسعة وتسعون جنيهاً. bbox=[380, 663, 548, 794]
column-body bbox=[926, 6, 1095, 2039]
notice-paragraph: يعلن الجهاز عن طرح مناقصة عامة ومزادات علنية للترخيص بالانتفاع لمزارع سمكية وولاية الجهاز لمدة خمس سنوات وأراضي فضاء ولاية الجهاز لمدة ثلاث سنوات للعام المالى ٢٠٢٥/٢٠٢٦.. كالتالى: bbox=[1291, 280, 1460, 394]
notice-paragraph: ٥٧- مساحة ١٩ سهم - ١٢ قيراط - ١٨ فدان - بجهة الجرف محافظة البحيرة - يوم الثلاثاء الموافق ٢٠٢٦/٥/٥ الساعة الحادية عشرة ظهراً قيمة تأمين دخول المزاد ، ثلاثة وأربعون ألف جنيه ، قيمة كراسة الشروط مائتان تسعة وتسعون جنيهاً. bbox=[744, 921, 913, 1053]
notice-paragraph: ١٠٥- مساحة ١٨ سهم - ٢٠ قيراط - ٢٠ فدان - بجهة برج العرب محافظة الإسكندرية - يوم الخميس الموافق ٢٠٢٦/٥/٢١ الساعة الحادية عشرة ظهراً قيمة تأمين دخول المزاد ، خمسون ألف جنيه ، قيمة كراسة الشروط أربعمائة تسعة وتسعون جنيهاً. bbox=[197, 387, 366, 518]
notice-paragraph: ٦- مساحة ١٦ سهم - ٦ قيراط - ١١ فدان - بجهة الكنايس محافظة البحيرة - يوم الأربعاء الموافق ٢٠٢٦/٤/١٥ الساعة الثانية عشرة ظهراً قيمة تأمين دخول المزاد «ثلاثة وأربعون ألف جنيه» قيمة كراسة الشروط مائتان تسعة وتسعون جنيهاً. bbox=[1291, 1281, 1460, 1412]
notice-paragraph: ٧٥- مساحة ١٢ سهم - ١٩ قيراط - ١٤ فدان - بجهة كوم حسن محافظة البحيرة - يوم الثلاثاء الموافق ٢٠٢٦/٥/١٢ الساعة الحادية عشرة ظهراً قيمة تأمين دخول المزاد ، ثلاثة وأربعون ألف جنيه ، قيمة كراسة الشروط مائتان تسعة وتسعون جنيهاً. bbox=[562, 972, 731, 1103]
notice-paragraph: يسدد التأمين النهائي للمزادات العلنية بنسبة ١٠٪ من قيمة الثلاث سنوات الأولى من الترخيص وتسدد نقداً بخزينة الجهاز أو بشيك مصرفي أو بخطاب ضمان. bbox=[14, 1356, 184, 1437]
notice-paragraph: كراسة الشروط ، مائتان تسعة وتسعون جنيهاً. bbox=[926, 8, 1095, 38]
notice-paragraph: ٩٠- مساحة ٩ سهم - ٢١ قيراط - ١٣ فدان - بجهة برج العرب محافظة الإسكندرية - يوم الثلاثاء الموافق ٢٠٢٦/٥/١٩ الساعة الثانية عشرة ظهراً قيمة تأمين دخول المزاد ، خمسون ألف جنيه ، قيمة كراسة الشروط أربعمائة تسعة وتسعون جنيهاً. bbox=[380, 1352, 548, 1483]
notice-paragraph: ١٢٨- مساحة ١٥٥٢٠ م٢ حرم بحيرة مريوط محافظة الإسكندرية «نشاط مخازن» - يوم الخميس الموافق ٢٠٢٦/٦/٤ الساعة الحادية عشرة ظهراً قيمة تأمين دخول المزاد «خمسون ألف جنيه» ، قيمة كراسة الشروط «أربعمائة تسعة وتسعون جنيهاً». bbox=[14, 1218, 184, 1349]
notice-paragraph: ٣٣- مساحة ٣ سهم - ٣ قيراط - ١٧ فدان - بجهة البيضا محافظة البحيرة - يوم الأحد الموافق ٢٠٢٦/٤/٢٦ الساعة الحادية عشرة ظهراً قيمة تأمين دخول المزاد ، ستة وخمسون ألف جنيه ، قيمة كراسة الشروط مائتان تسعة وتسعون جنيهاً. bbox=[926, 182, 1095, 297]
notice-paragraph: ٩١- مساحة ٢٣ سهم - ١٢ قيراط - ٢٤ فدان - بجهة برج العرب محافظة الإسكندرية - يوم الأربعاء الموافق ٢٠٢٦/٥/٢٠ الساعة الحادية عشرة ظهراً قيمة تأمين دخول المزاد ، ستون ألف جنيه ، قيمة كراسة الشروط أربعمائة تسعة وتسعون جنيهاً. bbox=[380, 1489, 548, 1621]
notice-paragraph: ٧٧- مساحة ١٩ سهم - ٨ قيراط - ١٤ فدان - بجهة الكنايس محافظة البحيرة - يوم الثلاثاء الموافق ٢٠٢٦/٥/١٢ الساعة الثانية عشرة ظهراً قيمة تأمين دخول المزاد ، خمسون ألف جنيه ، قيمة كراسة الشروط مائتان تسعة وتسعون جنيهاً. bbox=[562, 1247, 731, 1379]
notice-paragraph: فيراط - ١٣ فدان - بجهة الجرف محافظة البحيرة - يوم الأحد الموافق ٢٠٢٦/٥/٣ الساعة الثانية عشرة ظهراً قيمة تأمين دخول المزاد ، خمسون ألف جنيه ، قيمة كراسة الشروط مائتان تسعة وتسعون جنيهاً. bbox=[744, 8, 913, 122]
notice-paragraph: ٤٥- مساحة ٢٢ سهم - ٦ قيراط - ١٠ فدان - بجهة الطرفاية محافظة البحيرة - يوم الأربعاء الموافق ٢٠٢٦/٤/٢٩ الساعة الثانية عشرة ظهراً قيمة تأمين دخول المزاد ، ثلاثة وأربعون ألف جنيه ، قيمة كراسة الشروط مائتان تسعة وتسعون جنيهاً. bbox=[926, 1769, 1095, 1900]
notice-paragraph: ٨٤- مساحة ١٥ سهم - ١٥ قيراط - ١٥ فدان - بجهة برج العرب محافظة الإسكندرية - يوم الأحد الموافق ٢٠٢٦/٥/١٧ الساعة الثانية عشرة ظهراً قيمة تأمين دخول المزاد ، خمسون ألف جنيه ، قيمة كراسة الشروط أربعمائة تسعة وتسعون جنيهاً. bbox=[380, 525, 548, 656]
column-4 bbox=[737, 6, 919, 2006]
column-6 bbox=[372, 6, 555, 2006]
notice-paragraph: البحيرة - يوم الخميس الموافق ٢٠٢٦/٥/١٤ الساعة الحادية عشرة ظهراً قيمة تأمين دخول المزاد ، خمسون ألف جنيه ، قيمة كراسة الشروط مائتان تسعة وتسعون جنيهاً. bbox=[380, 8, 548, 105]
notice-paragraph: ١٢٧- مساحة ٨١١٠ م٢ حرم بحيرة مريوط محافظة الإسكندرية «نشاط تجاري» - يوم الأربعاء الموافق ٢٠٢٦/٦/٣ الساعة الواحدة ظهراً قيمة تأمين دخول المزاد «أربعون ألف جنيه» ، قيمة كراسة الشروط «أربعمائة تسعة وتسعون جنيهاً». bbox=[14, 1097, 184, 1211]
notice-paragraph: ٢٢- مساحة ٢ سهم - ١٤ قيراط - ٨ فدان - بجهة برسيق محافظة البحيرة - يوم الثلاثاء الموافق ٢٠٢٦/٤/٢١ الساعة الحادية عشرة ظهراً قيمة تأمين دخول المزاد، إثنان وثلاثون ألف جنيه، قيمة كراسة الشروط مائتان تسعة وتسعون جنيهاً. bbox=[1109, 939, 1278, 1053]
notice-paragraph: ٨٨- مساحة ١٤ سهم - ٤ قيراط - ١٤ فدان - بجهة برج العرب محافظة الإسكندرية - يوم الاثنين الموافق ٢٠٢٦/٥/١٨ الساعة الثانية عشرة ظهراً قيمة تأمين دخول المزاد ، خمسون ألف جنيه ، قيمة كراسة الشروط أربعمائة تسعة وتسعون جنيهاً. bbox=[380, 1076, 548, 1207]
notice-paragraph: ٥٥- مساحة ٩ سهم - ١٧ قيراط - ٢٥ فدان - بجهة المصرف الخيري محافظة البحيرة - يوم الاثنين الموافق ٢٠٢٦/٥/٤ الساعة الثانية عشرة ظهراً قيمة تأمين دخول المزاد ، ستون ألف جنيه ، قيمة كراسة الشروط ، مائتان تسعة وتسعون جنيهاً. bbox=[744, 663, 914, 794]
website-link[interactable]: www.etenders.gov.eg bbox=[14, 1982, 168, 1997]
notice-paragraph: ١٢١- مساحة ٢ سهم - ٢١ قيراط - ١٠٨ فدان - بجهة الكاهوري محافظة الإسكندرية - يوم الثلاثاء الموافق ٢٠٢٦/٦/٢ الساعة الحادية عشرة ظهراً قيمة تأمين دخول المزاد ، مائة وأربعون ألف جنيه ، قيمة كراسة الشروط ، أربعمائة تسعة وتسعون جنيهاً. bbox=[14, 233, 184, 364]
notice-paragraph: ٤١- مساحة ١٩ سهم - ١١ قيراط - ٨ فدان بجهة الكنايس محافظة البحيرة - يوم الثلاثاء الموافق ٢٠٢٦/٤/٢٨ الساعة الحادية عشرة ظهراً قيمة تأمين دخول المزاد ، إثنان وثلاثون ألف جنيه ، قيمة كراسة الشروط مائتان تسعة وتسعون جنيهاً. bbox=[926, 1251, 1095, 1366]
notice-paragraph: • أولاً : مناقصة عامة لتوريد كمية ٢٥٠٠ طن علف أسماك ٢٥٪ بروتين معامل بنظام الإكسترودر يوم الخميس الموافق ٢٠٢٦/٤/٩ الساعة الثانية عشرة ظهراً قيمة تأمين الابتدائي ، خمسمائة ألف جنيه ، قيمة كراسة الشروط «ستمائة تسعة وتسعون جنيهاً». bbox=[1291, 401, 1460, 565]
notice-paragraph: ٥٦- مساحة ١٥ سهم - ٥ قيراط - ١٢ فدان - بجهة الجرف محافظة البحيرة - يوم الاثنين الموافق ٢٠٢٦/٥/٤ الساعة الثانية عشرة ظهراً قيمة تأمين دخول المزاد ، إثنان وأربعون ألف جنيه ، قيمة كراسة الشروط مائتان تسعة وتسعون جنيهاً. bbox=[744, 800, 913, 915]
column-body bbox=[14, 6, 184, 1697]
